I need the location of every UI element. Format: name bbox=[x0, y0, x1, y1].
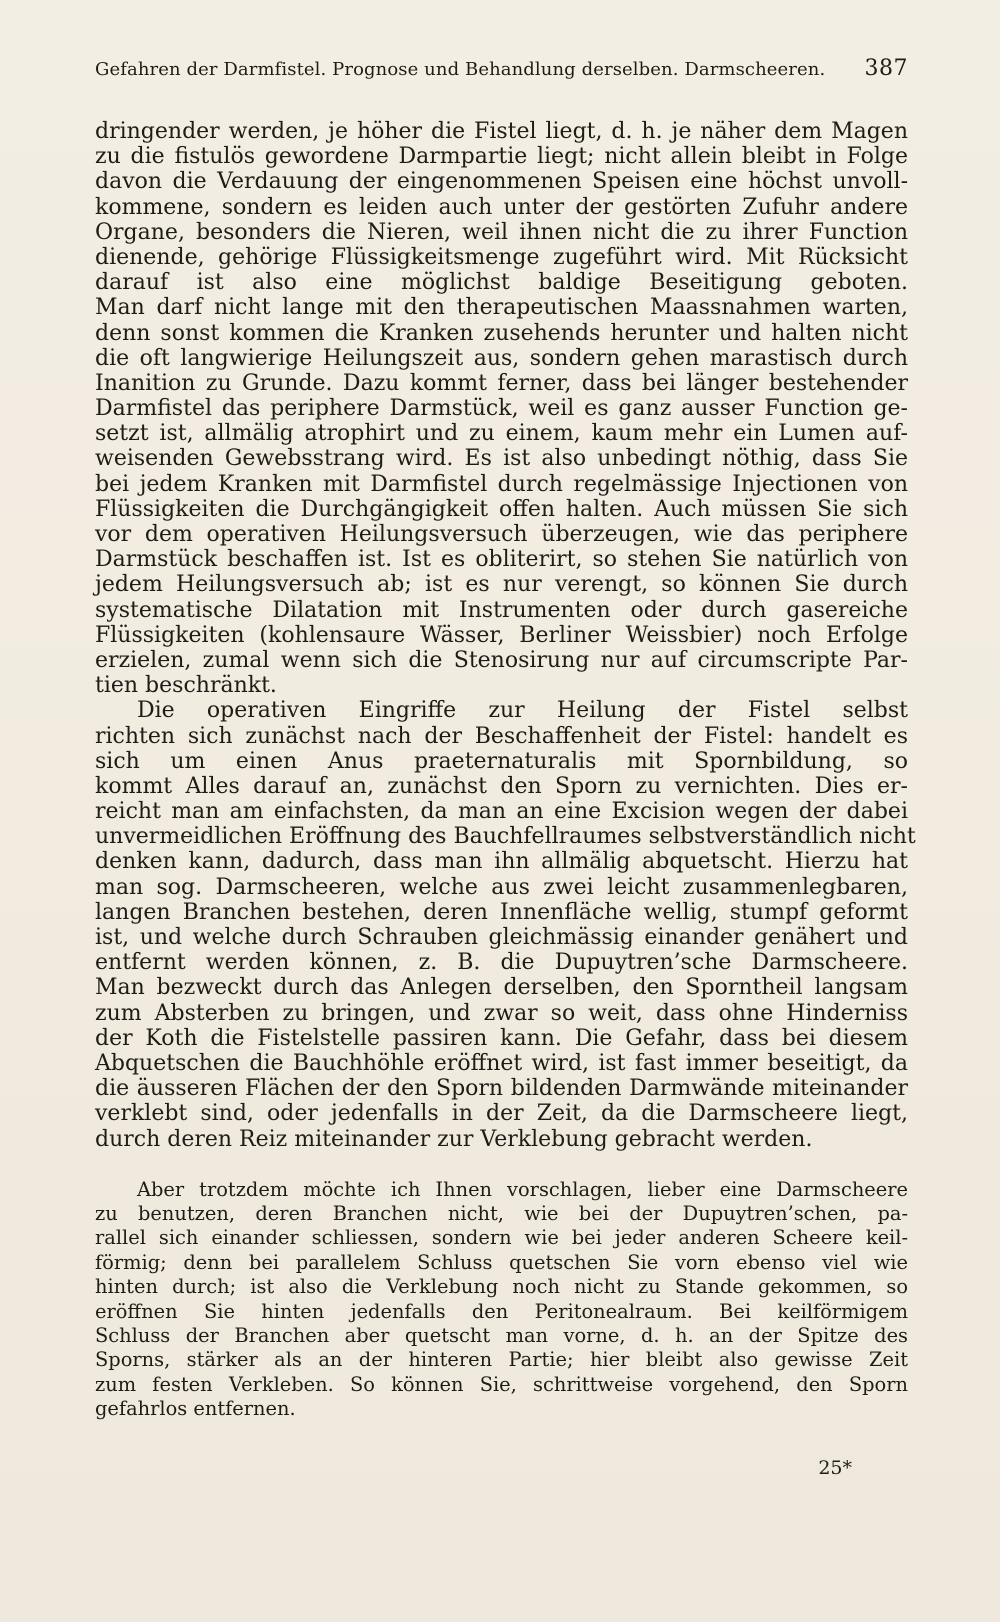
text-line: Die operativen Eingriffe zur Heilung der Fistel selbst bbox=[137, 698, 908, 724]
text-line: langen Branchen bestehen, deren Innenfläche wellig, stumpf geformt bbox=[95, 899, 908, 925]
text-line: Flüssigkeiten (kohlensaure Wässer, Berliner Weissbier) noch Erfolge bbox=[95, 622, 908, 648]
text-line: vor dem operativen Heilungsversuch überzeugen, wie das periphere bbox=[95, 522, 908, 547]
paragraph-2 bbox=[95, 698, 916, 1152]
text-line: reicht man am einfachsten, da man an eine Excision wegen der dabei bbox=[95, 799, 908, 825]
small-text-line: Schluss der Branchen aber quetscht man vorne, d. h. an der Spitze des bbox=[95, 1324, 908, 1348]
paragraph-1 bbox=[95, 119, 908, 698]
text-line: kommene, sondern es leiden auch unter der gestörten Zufuhr andere bbox=[95, 194, 908, 220]
text-line: dienende, gehörige Flüssigkeitsmenge zugeführt wird. Mit Rücksicht bbox=[95, 244, 908, 270]
text-line: zu die fistulös gewordene Darmpartie liegt; nicht allein bleibt in Folge bbox=[95, 144, 908, 170]
text-line: jedem Heilungsversuch ab; ist es nur verengt, so können Sie durch bbox=[95, 572, 908, 598]
text-line: Abquetschen die Bauchhöhle eröffnet wird, ist fast immer beseitigt, da bbox=[95, 1050, 908, 1076]
small-text-line: förmig; denn bei parallelem Schluss quetschen Sie vorn ebenso viel wie bbox=[95, 1250, 908, 1274]
small-text-line: rallel sich einander schliessen, sondern wie bei jeder anderen Scheere keil- bbox=[95, 1226, 908, 1250]
text-line: tien beschränkt. bbox=[95, 673, 277, 699]
text-line: richten sich zunächst nach der Beschaffenheit der Fistel: handelt es bbox=[95, 723, 908, 749]
text-line: entfernt werden können, z. B. die Dupuytren’sche Darmscheere. bbox=[95, 950, 908, 976]
text-line: der Koth die Fistelstelle passiren kann. Die Gefahr, dass bei diesem bbox=[95, 1025, 908, 1051]
text-line: die äusseren Flächen der den Sporn bildenden Darmwände miteinander bbox=[95, 1076, 908, 1102]
text-line: systematische Dilatation mit Instrumenten oder durch gasereiche bbox=[95, 597, 908, 623]
text-line: zum Absterben zu bringen, und zwar so weit, dass ohne Hinderniss bbox=[95, 1000, 908, 1026]
small-text-line: zu benutzen, deren Branchen nicht, wie bei der Dupuytren’schen, pa- bbox=[95, 1202, 908, 1226]
text-line: Flüssigkeiten die Durchgängigkeit offen halten. Auch müssen Sie sich bbox=[95, 496, 908, 522]
section-gap bbox=[95, 1152, 908, 1178]
text-line: unvermeidlichen Eröffnung des Bauchfellraumes selbstverständlich nicht bbox=[95, 824, 916, 850]
text-line: durch deren Reiz miteinander zur Verklebung gebracht werden. bbox=[95, 1126, 813, 1152]
small-text-line: eröffnen Sie hinten jedenfalls den Peritonealraum. Bei keilförmigem bbox=[95, 1299, 908, 1323]
text-line: man sog. Darmscheeren, welche aus zwei leicht zusammenlegbaren, bbox=[95, 874, 908, 900]
text-line: davon die Verdauung der eingenommenen Speisen eine höchst unvoll- bbox=[95, 169, 908, 195]
small-text-line: zum festen Verkleben. So können Sie, schrittweise vorgehend, den Sporn bbox=[95, 1372, 908, 1396]
text-line: weisenden Gewebsstrang wird. Es ist also unbedingt nöthig, dass Sie bbox=[95, 446, 908, 472]
text-line: bei jedem Kranken mit Darmfistel durch regelmässige Injectionen von bbox=[95, 471, 908, 497]
small-text-line: Sporns, stärker als an der hinteren Partie; hier bleibt also gewisse Zeit bbox=[95, 1348, 908, 1372]
signature-mark: 25* bbox=[818, 1457, 852, 1479]
text-line: denn sonst kommen die Kranken zusehends herunter und halten nicht bbox=[95, 320, 908, 346]
text-line: dringender werden, je höher die Fistel liegt, d. h. je näher dem Magen bbox=[95, 119, 908, 144]
text-line: erzielen, zumal wenn sich die Stenosirung nur auf circumscripte Par- bbox=[95, 647, 908, 673]
small-text-line: hinten durch; ist also die Verklebung noch nicht zu Stande gekommen, so bbox=[95, 1275, 908, 1299]
small-text-line: Aber trotzdem möchte ich Ihnen vorschlagen, lieber eine Darmscheere bbox=[137, 1177, 908, 1201]
text-line: ist, und welche durch Schrauben gleichmässig einander genähert und bbox=[95, 925, 908, 950]
text-line: denken kann, dadurch, dass man ihn allmälig abquetscht. Hierzu hat bbox=[95, 849, 908, 875]
text-line: die oft langwierige Heilungszeit aus, sondern gehen marastisch durch bbox=[95, 345, 908, 371]
small-text-line: gefahrlos entfernen. bbox=[95, 1397, 296, 1421]
running-head bbox=[95, 58, 908, 81]
text-line: darauf ist also eine möglichst baldige Beseitigung geboten. bbox=[95, 270, 908, 296]
text-line: Man bezweckt durch das Anlegen derselben, den Sporntheil langsam bbox=[95, 975, 908, 1001]
text-line: setzt ist, allmälig atrophirt und zu einem, kaum mehr ein Lumen auf- bbox=[95, 421, 908, 447]
small-paragraph bbox=[95, 1178, 908, 1422]
text-line: kommt Alles darauf an, zunächst den Sporn zu vernichten. Dies er- bbox=[95, 773, 908, 799]
text-line: Darmfistel das periphere Darmstück, weil es ganz ausser Function ge- bbox=[95, 396, 908, 422]
text-line: sich um einen Anus praeternaturalis mit Spornbildung, so bbox=[95, 748, 908, 774]
running-title: Gefahren der Darmfistel. Prognose und Behandlung derselben. Darmscheeren. bbox=[95, 59, 826, 80]
text-line: Inanition zu Grunde. Dazu kommt ferner, dass bei länger bestehender bbox=[95, 370, 908, 396]
text-line: Organe, besonders die Nieren, weil ihnen nicht die zu ihrer Function bbox=[95, 219, 908, 245]
text-line: Darmstück beschaffen ist. Ist es obliterirt, so stehen Sie natürlich von bbox=[95, 547, 908, 573]
text-line: Man darf nicht lange mit den therapeutischen Maassnahmen warten, bbox=[95, 295, 908, 321]
text-line: verklebt sind, oder jedenfalls in der Zeit, da die Darmscheere liegt, bbox=[95, 1101, 908, 1127]
page-number: 387 bbox=[864, 56, 908, 81]
